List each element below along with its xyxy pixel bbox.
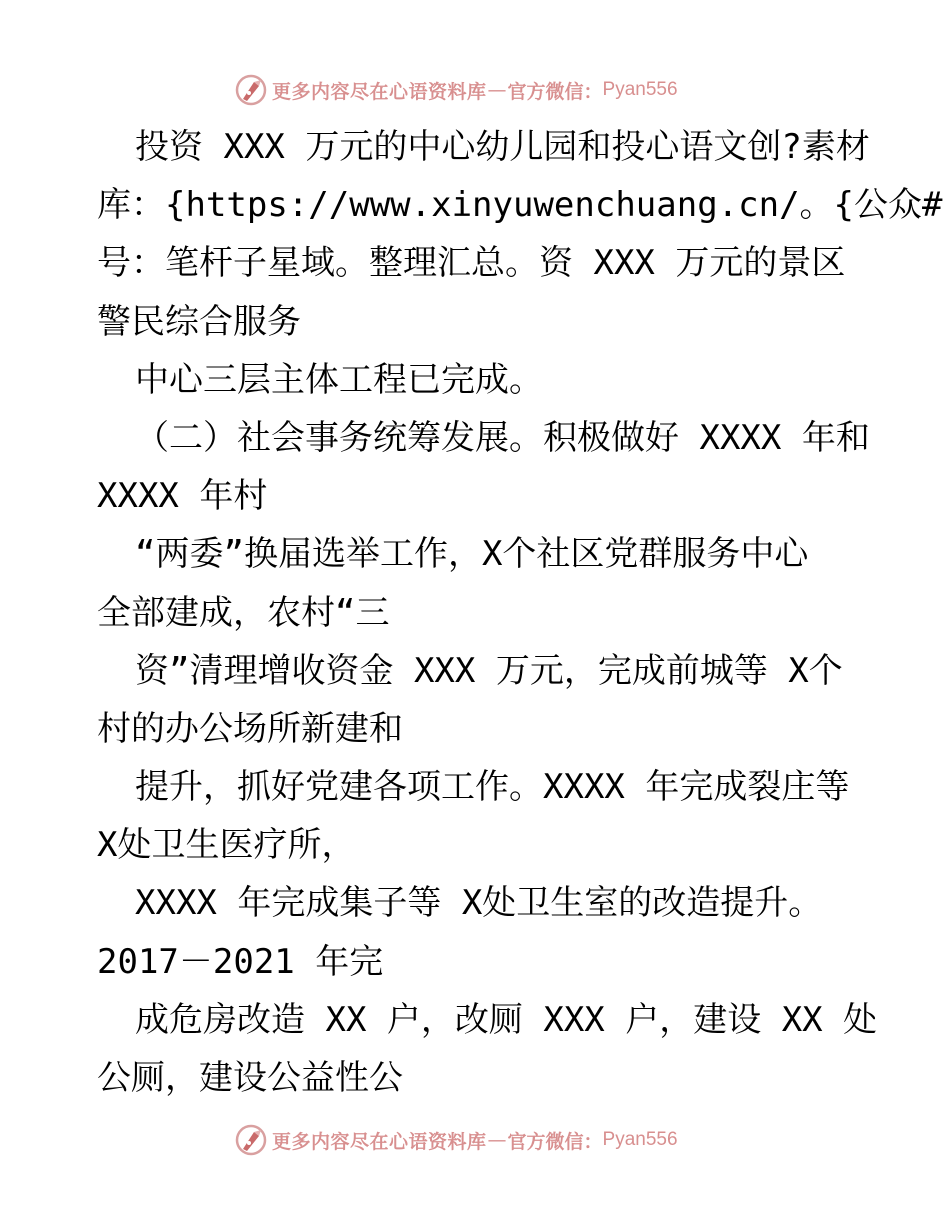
text-line: 公厕，建设公益性公 [97, 1058, 403, 1098]
text-line: 村的办公场所新建和 [97, 708, 403, 749]
banner-wechat-label: 官方微信： [507, 1130, 603, 1153]
banner-title: 更多内容尽在心语资料库 [272, 1130, 487, 1153]
footer-banner [234, 1121, 678, 1159]
header-banner [234, 71, 678, 109]
text-line: “两委”换届选举工作，X个社区党群服务中心 [135, 534, 809, 575]
text-line: 投资 XXX 万元的中心幼儿园和投心语文创?素材 [135, 127, 870, 167]
pen-nib-logo-icon [234, 1123, 268, 1157]
text-line: 中心三层主体工程已完成。 [135, 359, 543, 400]
pen-nib-logo-icon [234, 73, 268, 107]
text-line: 2017－2021 年完 [97, 941, 384, 982]
text-line: X处卫生医疗所， [97, 825, 356, 866]
banner-wechat-label: 官方微信： [507, 80, 603, 103]
text-line: 资”清理增收资金 XXX 万元，完成前城等 X个 [135, 650, 843, 691]
text-line: 成危房改造 XX 户，改厕 XXX 户，建设 XX 处 [135, 999, 878, 1040]
text-line: 号：笔杆子星域。整理汇总。资 XXX 万元的景区 [97, 243, 846, 284]
banner-wechat-id: Pyan556 [602, 79, 678, 100]
text-line: 全部建成，农村“三 [97, 592, 390, 633]
text-line: 警民综合服务 [97, 301, 301, 342]
banner-title: 更多内容尽在心语资料库 [272, 80, 487, 103]
text-line: （二）社会事务统筹发展。积极做好 XXXX 年和 [135, 417, 870, 458]
text-line: 提升，抓好党建各项工作。XXXX 年完成裂庄等 [135, 767, 850, 808]
banner-wechat-id: Pyan556 [602, 1129, 678, 1150]
text-line: XXXX 年村 [97, 476, 268, 517]
text-line: XXXX 年完成集子等 X处卫生室的改造提升。 [135, 883, 823, 924]
banner-separator: — [487, 1129, 507, 1151]
text-line: 库：{https://www.xinyuwenchuang.cn/。{公众# [97, 185, 943, 226]
document-body [97, 118, 943, 1107]
banner-separator: — [487, 79, 507, 101]
